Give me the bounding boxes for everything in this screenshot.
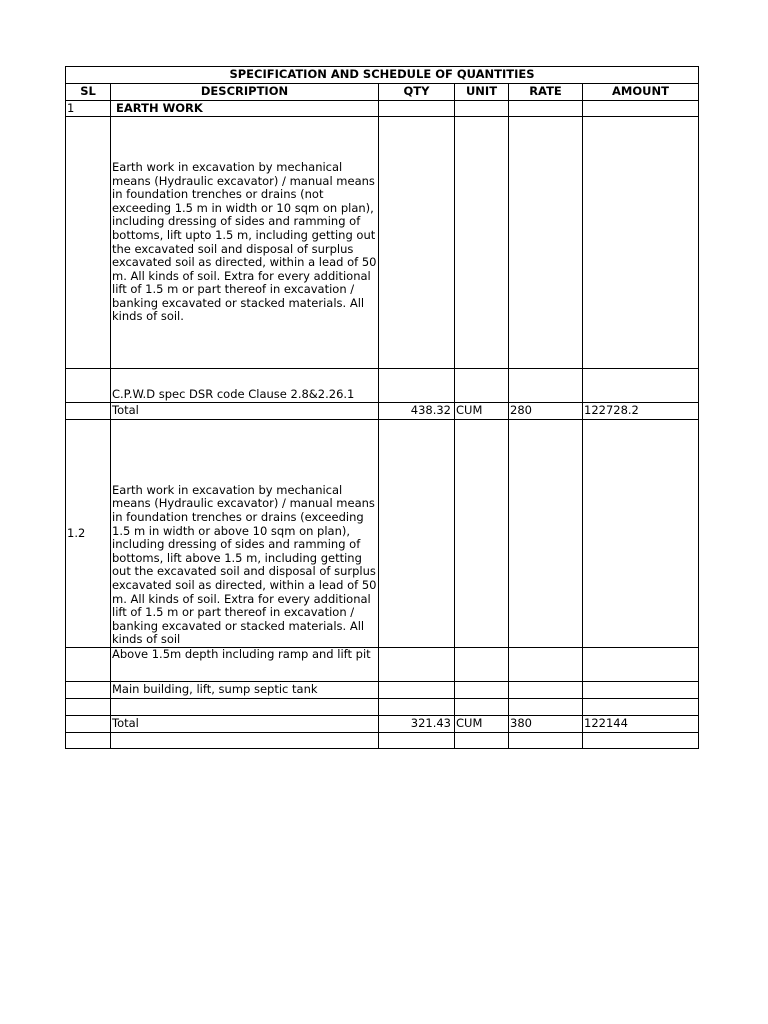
empty-cell	[583, 369, 699, 403]
section-sl: 1	[66, 101, 111, 117]
item2-amount: 122144	[583, 716, 699, 733]
table-title: SPECIFICATION AND SCHEDULE OF QUANTITIES	[66, 67, 699, 84]
item2-sl: 1.2	[66, 420, 111, 648]
empty-cell	[455, 682, 509, 699]
item1-rate: 280	[509, 403, 583, 420]
item2-total-label: Total	[111, 716, 379, 733]
empty-cell	[455, 117, 509, 369]
schedule-table	[65, 66, 699, 749]
empty-cell	[583, 733, 699, 749]
empty-cell	[509, 682, 583, 699]
item2-note1-row	[66, 648, 699, 682]
item2-note2: Main building, lift, sump septic tank	[111, 682, 379, 699]
section-label: EARTH WORK	[111, 101, 379, 117]
item1-description: Earth work in excavation by mechanical means (Hydraulic excavator) / manual means in foundation trenches or drains (not exceeding 1.5 m in width or 10 sqm on plan), including dressing of sides and ramming of bottoms, lift upto 1.5 m, including getting out the excavated soil and disposal of surplus excavated soil as directed, within a lead of 50 m. All kinds of soil. Extra for every additional lift of 1.5 m or part thereof in excavation / banking excavated or stacked materials. All kinds of soil.	[111, 117, 379, 369]
item1-description-row	[66, 117, 699, 369]
empty-cell	[509, 101, 583, 117]
empty-cell	[379, 682, 455, 699]
empty-cell	[509, 648, 583, 682]
empty-cell	[583, 648, 699, 682]
section-row	[66, 101, 699, 117]
empty-cell	[509, 420, 583, 648]
empty-cell	[379, 369, 455, 403]
item1-spec-row	[66, 369, 699, 403]
empty-cell	[583, 682, 699, 699]
item2-note1: Above 1.5m depth including ramp and lift pit	[111, 648, 379, 682]
empty-cell	[455, 369, 509, 403]
header-row	[66, 84, 699, 101]
empty-cell	[66, 403, 111, 420]
empty-cell	[583, 117, 699, 369]
empty-cell	[455, 420, 509, 648]
header-description: DESCRIPTION	[111, 84, 379, 101]
empty-cell	[455, 101, 509, 117]
empty-cell	[583, 101, 699, 117]
empty-cell	[583, 420, 699, 648]
item1-qty: 438.32	[379, 403, 455, 420]
empty-cell	[455, 648, 509, 682]
item2-unit: CUM	[455, 716, 509, 733]
empty-cell	[509, 117, 583, 369]
blank-row	[66, 699, 699, 716]
empty-cell	[66, 733, 111, 749]
empty-cell	[455, 699, 509, 716]
empty-cell	[111, 733, 379, 749]
empty-cell	[379, 699, 455, 716]
title-row	[66, 67, 699, 84]
empty-cell	[66, 682, 111, 699]
empty-cell	[509, 733, 583, 749]
item1-unit: CUM	[455, 403, 509, 420]
empty-cell	[66, 369, 111, 403]
item1-spec: C.P.W.D spec DSR code Clause 2.8&2.26.1	[111, 369, 379, 403]
empty-cell	[111, 699, 379, 716]
empty-cell	[509, 699, 583, 716]
empty-cell	[379, 101, 455, 117]
item2-total-row	[66, 716, 699, 733]
header-unit: UNIT	[455, 84, 509, 101]
item2-description: Earth work in excavation by mechanical means (Hydraulic excavator) / manual means in foundation trenches or drains (exceeding 1.5 m in width or above 10 sqm on plan), including dressing of sides and ramming of bottoms, lift above 1.5 m, including getting out the excavated soil and disposal of surplus excavated soil as directed, within a lead of 50 m. All kinds of soil. Extra for every additional lift of 1.5 m or part thereof in excavation / banking excavated or stacked materials. All kinds of soil	[111, 420, 379, 648]
item2-rate: 380	[509, 716, 583, 733]
empty-cell	[379, 733, 455, 749]
item1-total-label: Total	[111, 403, 379, 420]
item1-total-row	[66, 403, 699, 420]
empty-cell	[66, 648, 111, 682]
item1-amount: 122728.2	[583, 403, 699, 420]
empty-cell	[455, 733, 509, 749]
header-rate: RATE	[509, 84, 583, 101]
empty-cell	[379, 117, 455, 369]
empty-cell	[583, 699, 699, 716]
empty-cell	[509, 369, 583, 403]
header-sl: SL	[66, 84, 111, 101]
empty-cell	[379, 420, 455, 648]
empty-cell	[379, 648, 455, 682]
empty-cell	[66, 699, 111, 716]
empty-cell	[66, 716, 111, 733]
item2-description-row	[66, 420, 699, 648]
header-qty: QTY	[379, 84, 455, 101]
item2-note2-row	[66, 682, 699, 699]
blank-row	[66, 733, 699, 749]
empty-cell	[66, 117, 111, 369]
header-amount: AMOUNT	[583, 84, 699, 101]
item2-qty: 321.43	[379, 716, 455, 733]
